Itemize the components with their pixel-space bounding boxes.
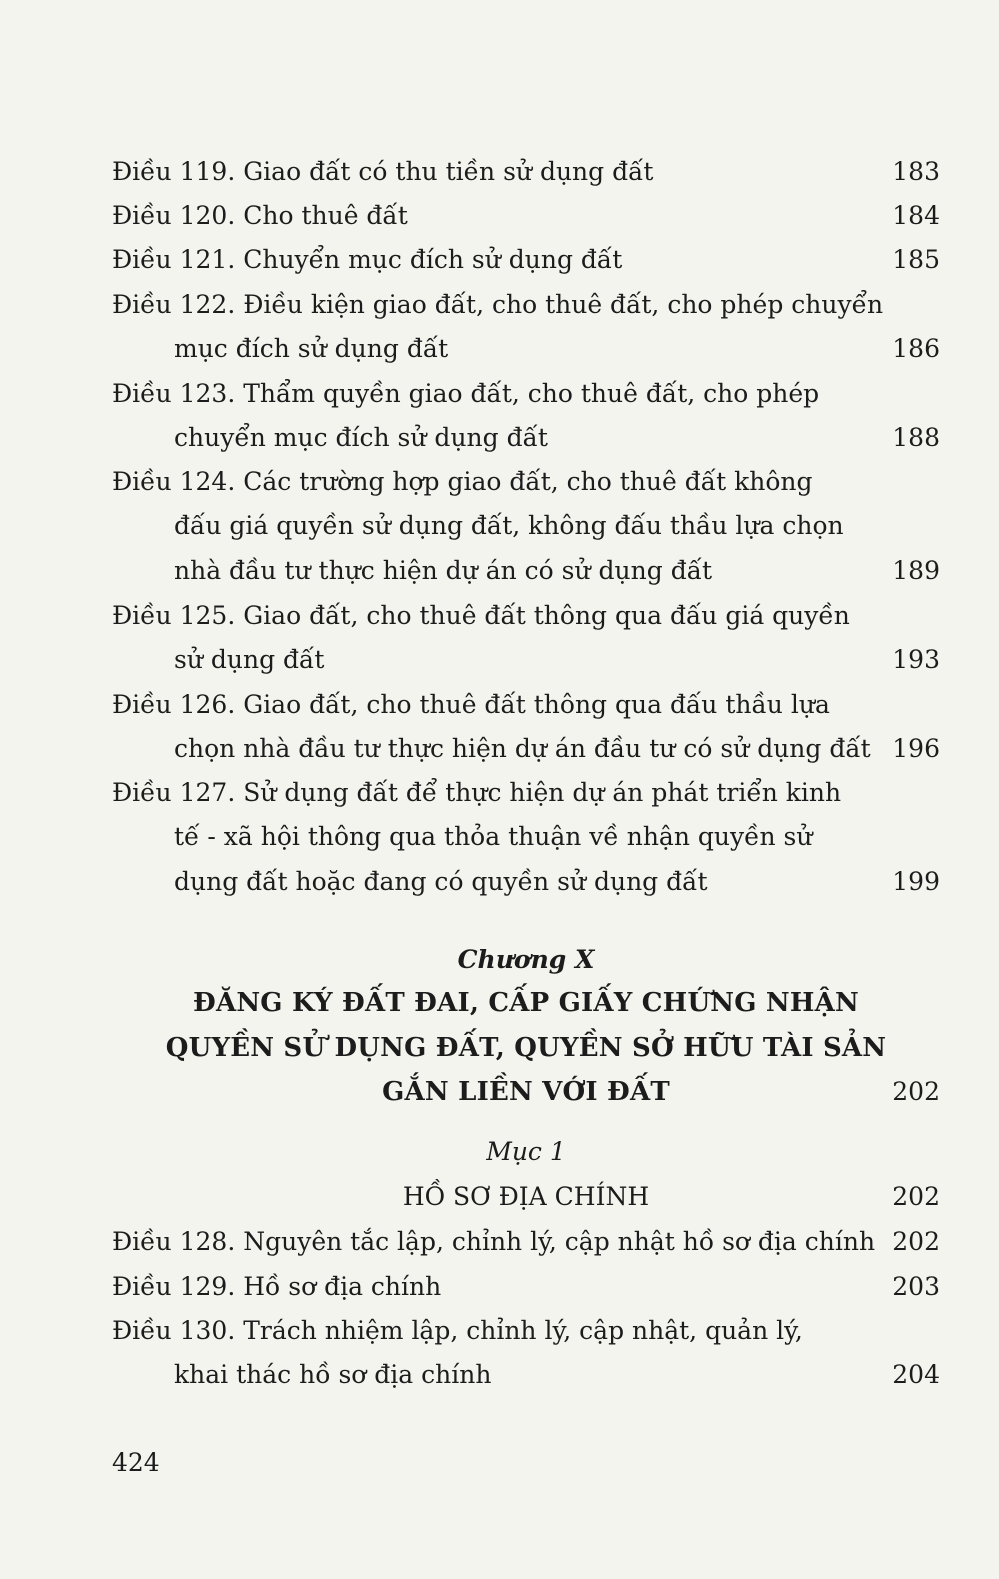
toc-page-number: 185 [892,245,940,274]
toc-page-number: 199 [892,867,940,896]
toc-page-number: 186 [892,334,940,363]
toc-page-number: 196 [892,734,940,763]
toc-entry-128 [112,1226,940,1258]
chapter-title-line: GẮN LIỀN VỚI ĐẤT [382,1077,670,1107]
toc-page-number: 204 [892,1360,940,1389]
toc-entry-127 [112,777,940,897]
toc-entry-120 [112,200,940,232]
toc-line: Điều 124. Các trường hợp giao đất, cho thuê đất không [112,467,813,496]
toc-line: Điều 130. Trách nhiệm lập, chỉnh lý, cập nhật, quản lý, [112,1316,803,1345]
section-page-number: 202 [892,1182,940,1211]
toc-page-number: 189 [892,556,940,585]
toc-line: khai thác hồ sơ địa chính [174,1360,492,1389]
toc-entry-129 [112,1271,940,1303]
toc-line: chuyển mục đích sử dụng đất [174,423,548,452]
toc-entry-124 [112,466,940,586]
toc-page-number: 183 [892,157,940,186]
toc-entry-125 [112,600,940,676]
toc-line: Điều 119. Giao đất có thu tiền sử dụng đất [112,157,654,186]
toc-entry-122 [112,289,940,365]
toc-line: Điều 125. Giao đất, cho thuê đất thông qua đấu giá quyền [112,601,850,630]
toc-entry-126 [112,689,940,765]
toc-entry-119 [112,156,940,188]
page-folio: 424 [112,1448,160,1477]
toc-line: Điều 121. Chuyển mục đích sử dụng đất [112,245,623,274]
toc-line: chọn nhà đầu tư thực hiện dự án đầu tư có sử dụng đất [174,734,871,763]
toc-page-number: 193 [892,645,940,674]
toc-line: Điều 127. Sử dụng đất để thực hiện dự án phát triển kinh [112,778,842,807]
toc-entry-121 [112,244,940,276]
toc-line: Điều 128. Nguyên tắc lập, chỉnh lý, cập nhật hồ sơ địa chính [112,1227,876,1256]
toc-line: đấu giá quyền sử dụng đất, không đấu thầu lựa chọn [174,511,844,540]
section-title: HỒ SƠ ĐỊA CHÍNH [402,1182,650,1211]
toc-line: mục đích sử dụng đất [174,334,449,363]
chapter-title-line: ĐĂNG KÝ ĐẤT ĐAI, CẤP GIẤY CHỨNG NHẬN [193,988,859,1018]
chapter-title-line: QUYỀN SỬ DỤNG ĐẤT, QUYỀN SỞ HỮU TÀI SẢN [165,1033,887,1063]
toc-line: Điều 129. Hồ sơ địa chính [112,1272,442,1301]
section-label: Mục 1 [486,1137,566,1166]
toc-line: sử dụng đất [174,645,325,674]
toc-line: Điều 126. Giao đất, cho thuê đất thông qua đấu thầu lựa [112,690,830,719]
toc-line: Điều 120. Cho thuê đất [112,201,408,230]
chapter-label: Chương X [457,945,595,974]
toc-line: nhà đầu tư thực hiện dự án có sử dụng đất [174,556,713,585]
toc-page-number: 202 [892,1227,940,1256]
toc-entry-130 [112,1315,940,1391]
chapter-page-number: 202 [892,1077,940,1106]
toc-page-number: 203 [892,1272,940,1301]
toc-entry-123 [112,378,940,454]
toc-page-number: 188 [892,423,940,452]
toc-line: tế - xã hội thông qua thỏa thuận về nhận quyền sử [174,822,813,851]
toc-line: Điều 123. Thẩm quyền giao đất, cho thuê đất, cho phép [112,379,820,408]
toc-line: Điều 122. Điều kiện giao đất, cho thuê đất, cho phép chuyển [112,290,884,319]
toc-page-number: 184 [892,201,940,230]
toc-line: dụng đất hoặc đang có quyền sử dụng đất [174,867,708,896]
